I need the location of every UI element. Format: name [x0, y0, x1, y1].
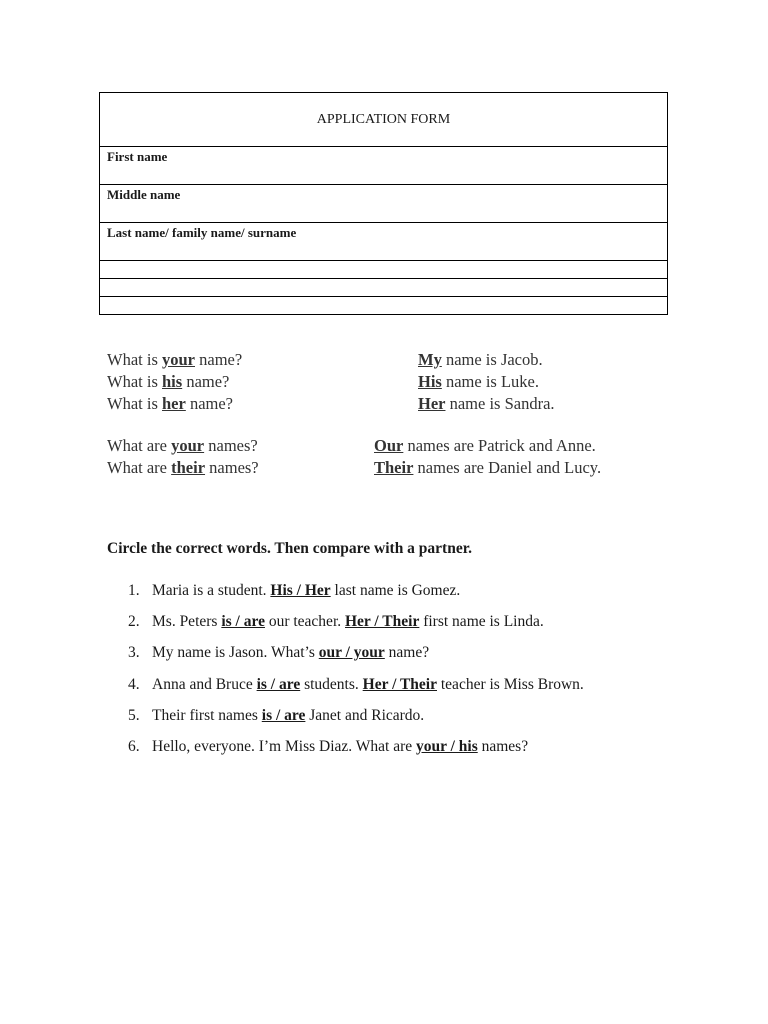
plural-questions — [107, 435, 259, 479]
text: students. — [300, 675, 363, 693]
text: names? — [204, 436, 258, 455]
text: name? — [182, 372, 230, 391]
choice: is / are — [256, 675, 301, 693]
text: names are Patrick and Anne. — [403, 436, 596, 455]
pronoun: your — [162, 350, 195, 369]
answer-line — [418, 349, 555, 371]
text: What is — [107, 350, 162, 369]
pronoun: Their — [374, 458, 414, 477]
item-number: 6. — [128, 737, 140, 755]
question-line — [107, 393, 242, 415]
singular-questions — [107, 349, 242, 415]
question-line — [107, 435, 259, 457]
choice: our / your — [318, 644, 385, 662]
pronoun: Her — [418, 394, 446, 413]
choice: His / Her — [270, 582, 331, 599]
blank-row — [100, 261, 668, 279]
text: last name is Gomez. — [330, 582, 461, 599]
item-number: 2. — [128, 613, 140, 631]
pronoun: your — [171, 436, 205, 455]
text: name? — [185, 394, 234, 413]
answer-line — [418, 393, 555, 415]
text: our teacher. — [264, 613, 345, 631]
text: What are — [107, 436, 172, 455]
pronoun: her — [162, 394, 186, 413]
pronoun: his — [162, 372, 183, 391]
text: Hello, everyone. I’m Miss Diaz. What are — [152, 737, 416, 755]
text: name is Sandra. — [445, 394, 555, 413]
exercise-item — [128, 579, 584, 610]
singular-answers — [418, 349, 555, 415]
form-title: APPLICATION FORM — [100, 93, 668, 147]
text: Ms. Peters — [152, 613, 222, 631]
text: What is — [107, 372, 162, 391]
text: names? — [205, 458, 259, 477]
item-number: 3. — [128, 644, 140, 662]
first-name-field: First name — [100, 147, 668, 185]
choice: is / are — [261, 706, 306, 724]
item-number: 1. — [128, 582, 140, 599]
blank-row — [100, 297, 668, 315]
pronoun: Our — [374, 436, 404, 455]
text: What are — [107, 458, 172, 477]
exercise-item — [128, 735, 584, 766]
text: Maria is a student. — [152, 582, 271, 599]
text: name is Jacob. — [441, 350, 543, 369]
choice: Her / Their — [362, 675, 437, 693]
text: Anna and Bruce — [152, 675, 257, 693]
exercise-item — [128, 610, 584, 641]
answer-line — [374, 457, 601, 479]
choice: Her / Their — [345, 613, 420, 631]
pronoun: His — [418, 372, 442, 391]
text: My name is Jason. What’s — [152, 644, 319, 662]
text: name? — [195, 350, 243, 369]
text: name? — [384, 644, 430, 662]
application-form-table — [99, 92, 668, 315]
pronoun: My — [418, 350, 442, 369]
text: names? — [477, 737, 529, 755]
exercise-item — [128, 673, 584, 704]
exercise-instruction: Circle the correct words. Then compare with a partner. — [107, 540, 473, 557]
question-line — [107, 457, 259, 479]
exercise-item — [128, 704, 584, 735]
text: Janet and Ricardo. — [305, 706, 425, 724]
exercise-list — [128, 579, 584, 766]
text: first name is Linda. — [419, 613, 544, 631]
text: names are Daniel and Lucy. — [413, 458, 602, 477]
question-line — [107, 371, 242, 393]
answer-line — [418, 371, 555, 393]
last-name-field: Last name/ family name/ surname — [100, 223, 668, 261]
choice: is / are — [221, 613, 265, 631]
text: name is Luke. — [441, 372, 539, 391]
item-number: 5. — [128, 706, 140, 724]
question-line — [107, 349, 242, 371]
pronoun: their — [171, 458, 206, 477]
text: Their first names — [152, 706, 262, 724]
choice: your / his — [415, 737, 478, 755]
middle-name-field: Middle name — [100, 185, 668, 223]
answer-line — [374, 435, 601, 457]
text: What is — [107, 394, 162, 413]
item-number: 4. — [128, 675, 140, 693]
exercise-item — [128, 641, 584, 672]
blank-row — [100, 279, 668, 297]
plural-answers — [374, 435, 601, 479]
text: teacher is Miss Brown. — [437, 675, 584, 693]
